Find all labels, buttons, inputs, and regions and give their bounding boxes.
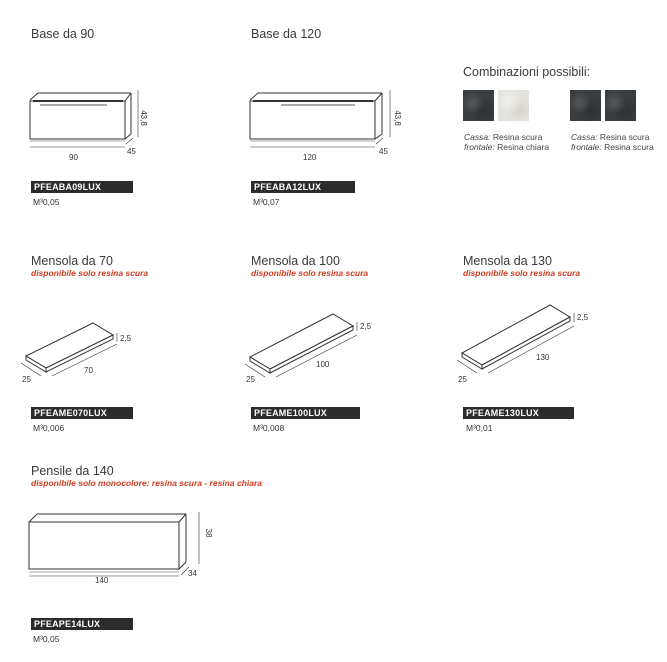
width-label: 140 xyxy=(95,576,109,585)
light-resin-swatch xyxy=(498,90,529,121)
depth-label: 45 xyxy=(127,147,136,156)
depth-label: 25 xyxy=(458,375,467,384)
item-title: Base da 120 xyxy=(251,27,322,41)
item-title: Mensola da 70 xyxy=(31,254,114,268)
width-label: 130 xyxy=(536,353,550,362)
dark-resin-swatch xyxy=(463,90,494,121)
width-label: 100 xyxy=(316,360,330,369)
depth-label: 25 xyxy=(246,375,255,384)
shelf-70-drawing xyxy=(18,318,138,383)
availability-note: disponibile solo resina scura xyxy=(463,268,581,278)
item-title: Mensola da 100 xyxy=(251,254,340,268)
width-label: 90 xyxy=(69,153,78,162)
volume: M³0,07 xyxy=(253,197,280,207)
volume: M³0,008 xyxy=(253,423,285,433)
item-title: Mensola da 130 xyxy=(463,254,552,268)
shelf-100-drawing xyxy=(240,312,380,384)
combination-legend: Cassa: Resina scura frontale: Resina chiara xyxy=(464,132,550,152)
height-label: 38 xyxy=(204,528,213,538)
volume: M³0,05 xyxy=(33,197,60,207)
volume: M³0,006 xyxy=(33,423,65,433)
availability-note: disponibile solo resina scura xyxy=(31,268,149,278)
item-title: Pensile da 140 xyxy=(31,464,114,478)
depth-label: 34 xyxy=(188,569,197,578)
volume: M³0,01 xyxy=(466,423,493,433)
width-label: 120 xyxy=(303,153,317,162)
depth-label: 25 xyxy=(22,375,31,384)
wall-unit-140-drawing xyxy=(24,508,224,588)
product-code: PFEAPE14LUX xyxy=(31,618,133,630)
product-code: PFEABA12LUX xyxy=(251,181,355,193)
dark-resin-swatch xyxy=(605,90,636,121)
product-code: PFEAME100LUX xyxy=(251,407,360,419)
height-label: 43,8 xyxy=(139,110,148,126)
combinations-title: Combinazioni possibili: xyxy=(463,65,591,79)
height-label: 2,5 xyxy=(577,313,589,322)
width-label: 70 xyxy=(84,366,93,375)
height-label: 2,5 xyxy=(120,334,132,343)
height-label: 43,8 xyxy=(393,110,402,126)
height-label: 2,5 xyxy=(360,322,372,331)
product-code: PFEAME070LUX xyxy=(31,407,133,419)
dark-resin-swatch xyxy=(570,90,601,121)
product-code: PFEABA09LUX xyxy=(31,181,133,193)
base-120-drawing xyxy=(245,82,400,167)
depth-label: 45 xyxy=(379,147,388,156)
product-code: PFEAME130LUX xyxy=(463,407,574,419)
volume: M³0,05 xyxy=(33,634,60,644)
item-title: Base da 90 xyxy=(31,27,95,41)
shelf-130-drawing xyxy=(452,305,602,385)
availability-note: disponibile solo resina scura xyxy=(251,268,369,278)
combination-legend: Cassa: Resina scura frontale: Resina scura xyxy=(571,132,654,152)
base-90-drawing xyxy=(25,82,148,167)
availability-note: disponibile solo monocolore: resina scura - resina chiara xyxy=(31,478,262,488)
